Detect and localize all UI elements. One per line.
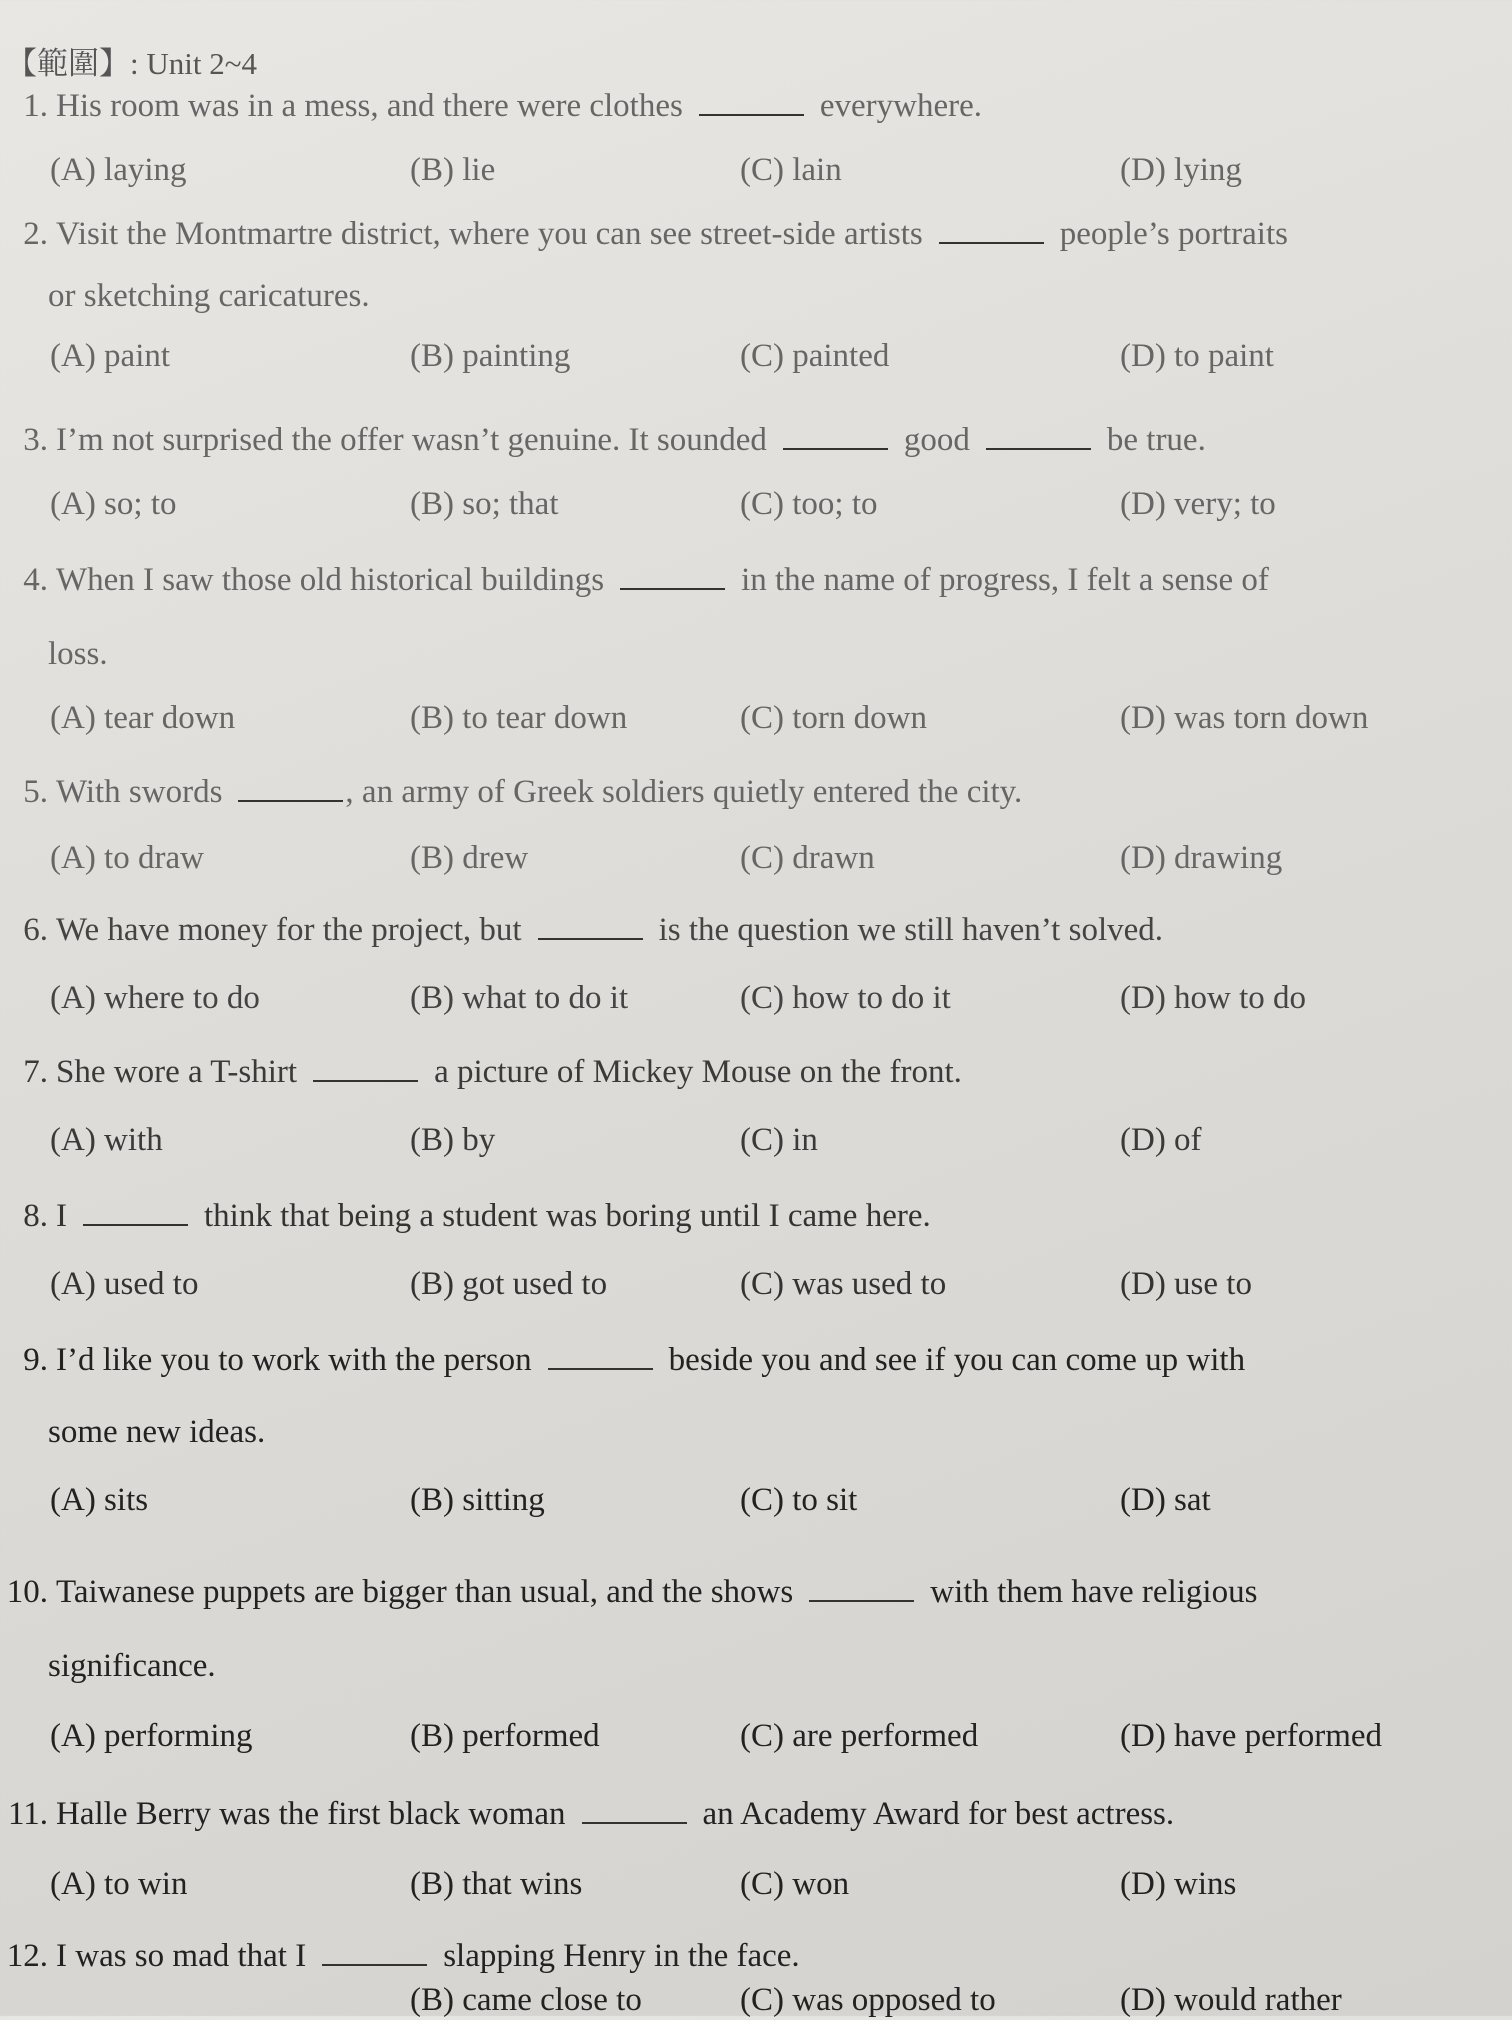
option-d: (D) lying [1120,152,1242,188]
option-c: (C) drawn [740,840,875,876]
option-a: (A) so; to [50,486,177,522]
answer-blank [313,1054,418,1082]
question-5 [0,772,1500,878]
option-c: (C) too; to [740,486,878,522]
question-text-post: a picture of Mickey Mouse on the front. [434,1054,962,1090]
option-b: (B) came close to [410,1982,642,2018]
option-b: (B) painting [410,338,571,374]
options-row [0,336,1500,376]
answer-blank [83,1198,188,1226]
option-d: (D) of [1120,1122,1202,1158]
question-8 [0,1196,1500,1304]
question-9 [0,1340,1500,1520]
options-row [0,1716,1500,1756]
option-a: (A) performing [50,1718,253,1754]
question-number: 9. [23,1342,48,1378]
question-text-post: with them have religious [930,1574,1258,1610]
question-text-pre: I’d like you to work with the person [56,1342,532,1378]
option-b: (B) got used to [410,1266,608,1302]
option-d: (D) drawing [1120,840,1283,876]
answer-blank [620,562,725,590]
question-number: 6. [23,912,48,948]
option-a: (A) sits [50,1482,149,1518]
answer-blank [238,774,343,802]
options-row [0,698,1500,738]
question-7 [0,1052,1500,1160]
question-number: 7. [23,1054,48,1090]
option-d: (D) how to do [1120,980,1307,1016]
question-text-post: everywhere. [819,88,982,124]
question-1 [0,86,1500,190]
answer-blank [809,1574,914,1602]
question-11 [0,1794,1500,1904]
question-text-post: people’s portraits [1059,216,1288,252]
option-b: (B) drew [410,840,529,876]
question-text-pre: Visit the Montmartre district, where you can see street-side artists [56,216,923,252]
question-text-pre: His room was in a mess, and there were clothes [56,88,683,124]
question-number: 3. [23,422,48,458]
option-c: (C) painted [740,338,890,374]
question-continuation: some new ideas. [48,1414,266,1450]
question-text-post: be true. [1106,422,1206,458]
question-text-post: , an army of Greek soldiers quietly entered the city. [345,774,1023,810]
question-6 [0,910,1500,1018]
option-a: (A) tear down [50,700,236,736]
option-d: (D) very; to [1120,486,1276,522]
question-text-post: beside you and see if you can come up with [668,1342,1246,1378]
question-number: 11. [7,1796,48,1832]
options-row [0,1120,1500,1160]
option-a: (A) to draw [50,840,204,876]
question-text-post: think that being a student was boring until I came here. [204,1198,931,1234]
options-row [0,1980,1500,2020]
question-continuation: or sketching caricatures. [48,278,370,314]
question-number: 8. [23,1198,48,1234]
options-row [0,150,1500,190]
question-number: 4. [23,562,48,598]
question-text-pre: She wore a T-shirt [56,1054,298,1090]
question-12 [0,1936,1500,2020]
option-b: (B) sitting [410,1482,545,1518]
option-a: (A) where to do [50,980,260,1016]
question-text-pre: Halle Berry was the first black woman [56,1796,566,1832]
options-row [0,484,1500,524]
question-2 [0,214,1500,376]
option-d: (D) would rather [1120,1982,1342,2018]
question-number: 5. [23,774,48,810]
option-a [50,1980,410,2020]
options-row [0,1480,1500,1520]
answer-blank [939,216,1044,244]
question-text-pre: We have money for the project, but [56,912,522,948]
answer-blank [548,1342,653,1370]
option-c: (C) how to do it [740,980,951,1016]
question-text-pre: With swords [56,774,223,810]
options-row [0,838,1500,878]
question-text-post: an Academy Award for best actress. [702,1796,1175,1832]
option-a: (A) used to [50,1266,199,1302]
option-c: (C) are performed [740,1718,979,1754]
option-a: (A) with [50,1122,163,1158]
range-header: 【範圍】: Unit 2~4 [6,46,257,81]
question-number: 2. [23,216,48,252]
question-text-pre: I [56,1198,67,1234]
question-text-pre: I was so mad that I [56,1938,307,1974]
question-continuation: loss. [48,636,108,672]
options-row [0,1264,1500,1304]
answer-blank [699,88,804,116]
option-d: (D) to paint [1120,338,1274,374]
option-c: (C) was used to [740,1266,947,1302]
question-text-post: slapping Henry in the face. [443,1938,800,1974]
option-b: (B) so; that [410,486,559,522]
option-b: (B) by [410,1122,496,1158]
answer-blank [322,1938,427,1966]
option-a: (A) laying [50,152,187,188]
question-3 [0,420,1500,524]
answer-blank [582,1796,687,1824]
option-b: (B) to tear down [410,700,628,736]
option-d: (D) was torn down [1120,700,1369,736]
option-a: (A) to win [50,1866,188,1902]
option-a: (A) paint [50,338,171,374]
question-text-post: is the question we still haven’t solved. [658,912,1164,948]
question-text-mid: good [903,422,970,458]
option-b: (B) that wins [410,1866,583,1902]
options-row [0,978,1500,1018]
option-c: (C) won [740,1866,850,1902]
options-row [0,1864,1500,1904]
option-d: (D) wins [1120,1866,1237,1902]
answer-blank [538,912,643,940]
question-4 [0,560,1500,738]
option-c: (C) in [740,1122,818,1158]
option-c: (C) to sit [740,1482,858,1518]
question-text-post: in the name of progress, I felt a sense of [741,562,1269,598]
answer-blank-2 [986,422,1091,450]
option-d: (D) use to [1120,1266,1252,1302]
question-text-pre: Taiwanese puppets are bigger than usual, and the shows [56,1574,794,1610]
question-10 [0,1572,1500,1756]
option-b: (B) performed [410,1718,600,1754]
option-b: (B) lie [410,152,496,188]
option-d: (D) sat [1120,1482,1211,1518]
question-number: 1. [23,88,48,124]
question-number: 10. [6,1574,48,1610]
question-number: 12. [6,1938,48,1974]
question-text-pre: When I saw those old historical buildings [56,562,605,598]
option-b: (B) what to do it [410,980,629,1016]
answer-blank-1 [783,422,888,450]
option-c: (C) lain [740,152,842,188]
option-c: (C) was opposed to [740,1982,996,2018]
option-d: (D) have performed [1120,1718,1383,1754]
question-continuation: significance. [48,1648,216,1684]
option-c: (C) torn down [740,700,927,736]
question-text-pre: I’m not surprised the offer wasn’t genuine. It sounded [56,422,767,458]
